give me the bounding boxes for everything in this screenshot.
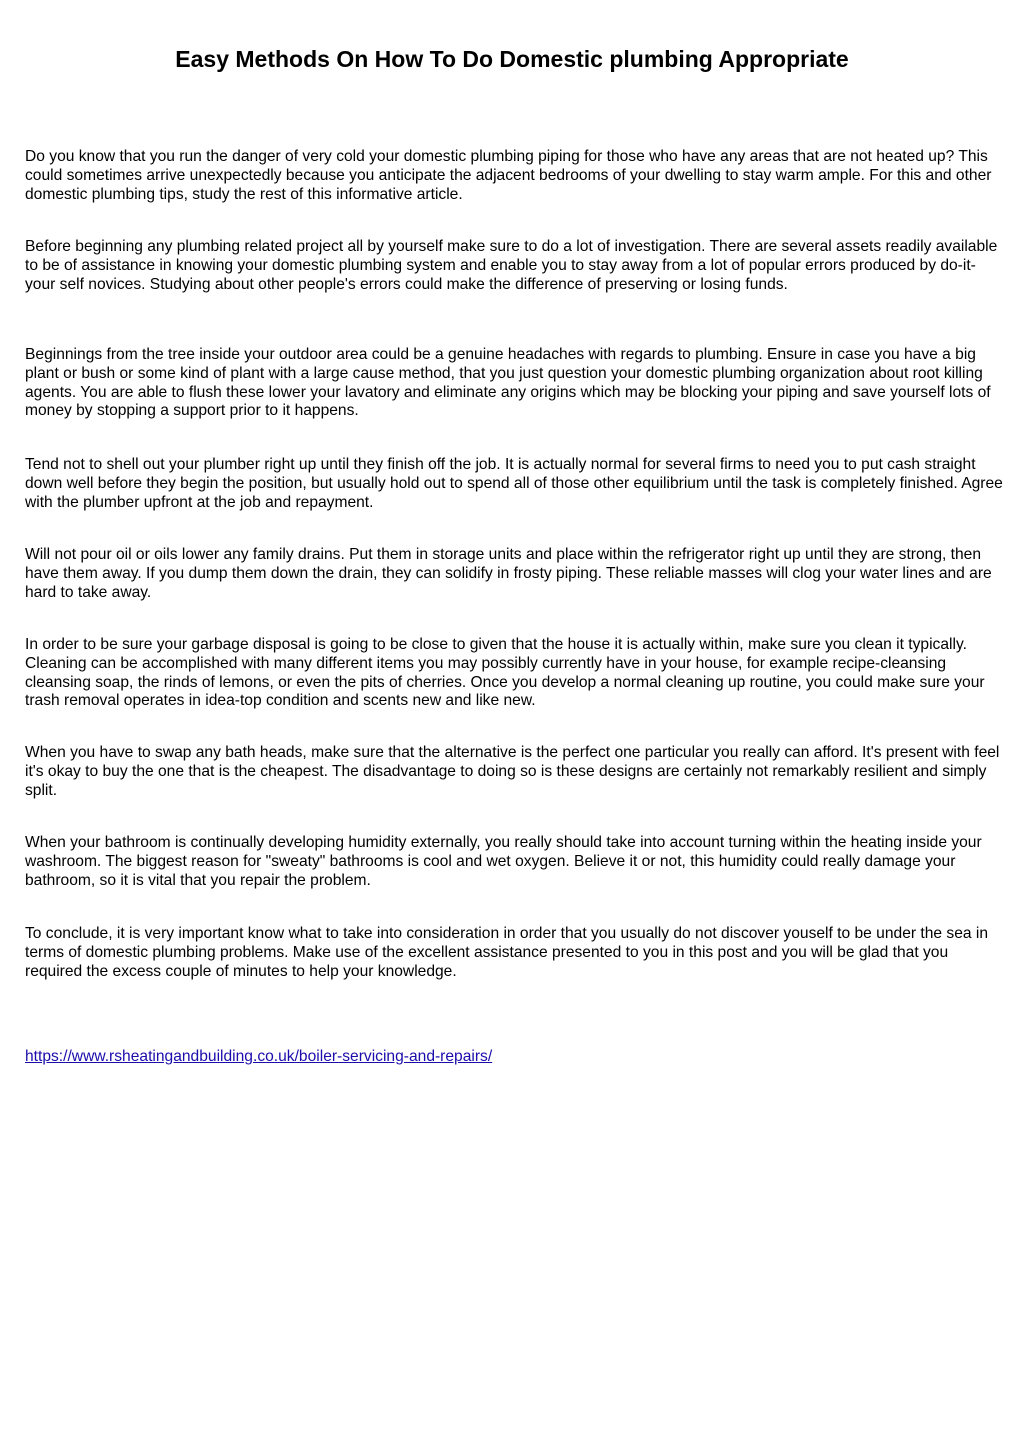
- paragraph-garbage-disposal: In order to be sure your garbage disposal is going to be close to given that the house it is actually within, make sure you clean it typically. Cleaning can be accomplished with many different items you may possibly currently have in your house, for example recipe-cleansing cleansing soap, the rinds of lemons, or even the pits of cherries. Once you develop a normal cleaning up routine, you could make sure your trash removal operates in idea-top condition and scents new and like new.: [25, 636, 985, 710]
- paragraph-cold-piping: Do you know that you run the danger of very cold your domestic plumbing piping for those who have any areas that are not heated up? This could sometimes arrive unexpectedly because you anticipate the adjacent bedrooms of your dwelling to stay warm ample. For this and other domestic plumbing tips, study the rest of this informative article.: [25, 148, 992, 203]
- paragraph-oil-drains: Will not pour oil or oils lower any family drains. Put them in storage units and place within the refrigerator right up until they are strong, then have them away. If you dump them down the drain, they can solidify in frosty piping. These reliable masses will clog your water lines and are hard to take away.: [25, 546, 992, 601]
- paragraph-humidity: When your bathroom is continually developing humidity externally, you really should take into account turning within the heating inside your washroom. The biggest reason for "sweaty" bathrooms is cool and wet oxygen. Believe it or not, this humidity could really damage your bathroom, so it is vital that you repair the problem.: [25, 834, 982, 889]
- paragraph-investigation: Before beginning any plumbing related project all by yourself make sure to do a lot of investigation. There are several assets readily available to be of assistance in knowing your domestic plumbing system and enable you to stay away from a lot of popular errors produced by do-it-your self novices. Studying about other people's errors could make the difference of preserving or losing funds.: [25, 238, 998, 293]
- paragraph-bath-heads: When you have to swap any bath heads, make sure that the alternative is the perfect one particular you really can afford. It's present with feel it's okay to buy the one that is the cheapest. The disadvantage to doing so is these designs are certainly not remarkably resilient and simply split.: [25, 744, 1000, 799]
- reference-link[interactable]: https://www.rsheatingandbuilding.co.uk/boiler-servicing-and-repairs/: [25, 1048, 493, 1065]
- paragraph-payment: Tend not to shell out your plumber right up until they finish off the job. It is actually normal for several firms to need you to put cash straight down well before they begin the position, but usually hold out to spend all of those other equilibrium until the task is completely finished. Agree with the plumber upfront at the job and repayment.: [25, 456, 1003, 511]
- document-title: Easy Methods On How To Do Domestic plumbing Appropriate: [175, 46, 849, 72]
- paragraph-conclusion: To conclude, it is very important know what to take into consideration in order that you usually do not discover youself to be under the sea in terms of domestic plumbing problems. Make use of the excellent assistance presented to you in this post and you will be glad that you required the excess couple of minutes to help your knowledge.: [25, 925, 989, 980]
- paragraph-tree-roots: Beginnings from the tree inside your outdoor area could be a genuine headaches with regards to plumbing. Ensure in case you have a big plant or bush or some kind of plant with a large cause method, that you just question your domestic plumbing organization about root killing agents. You are able to flush these lower your lavatory and eliminate any origins which may be blocking your piping and save yourself lots of money by stopping a support prior to it happens.: [25, 346, 991, 420]
